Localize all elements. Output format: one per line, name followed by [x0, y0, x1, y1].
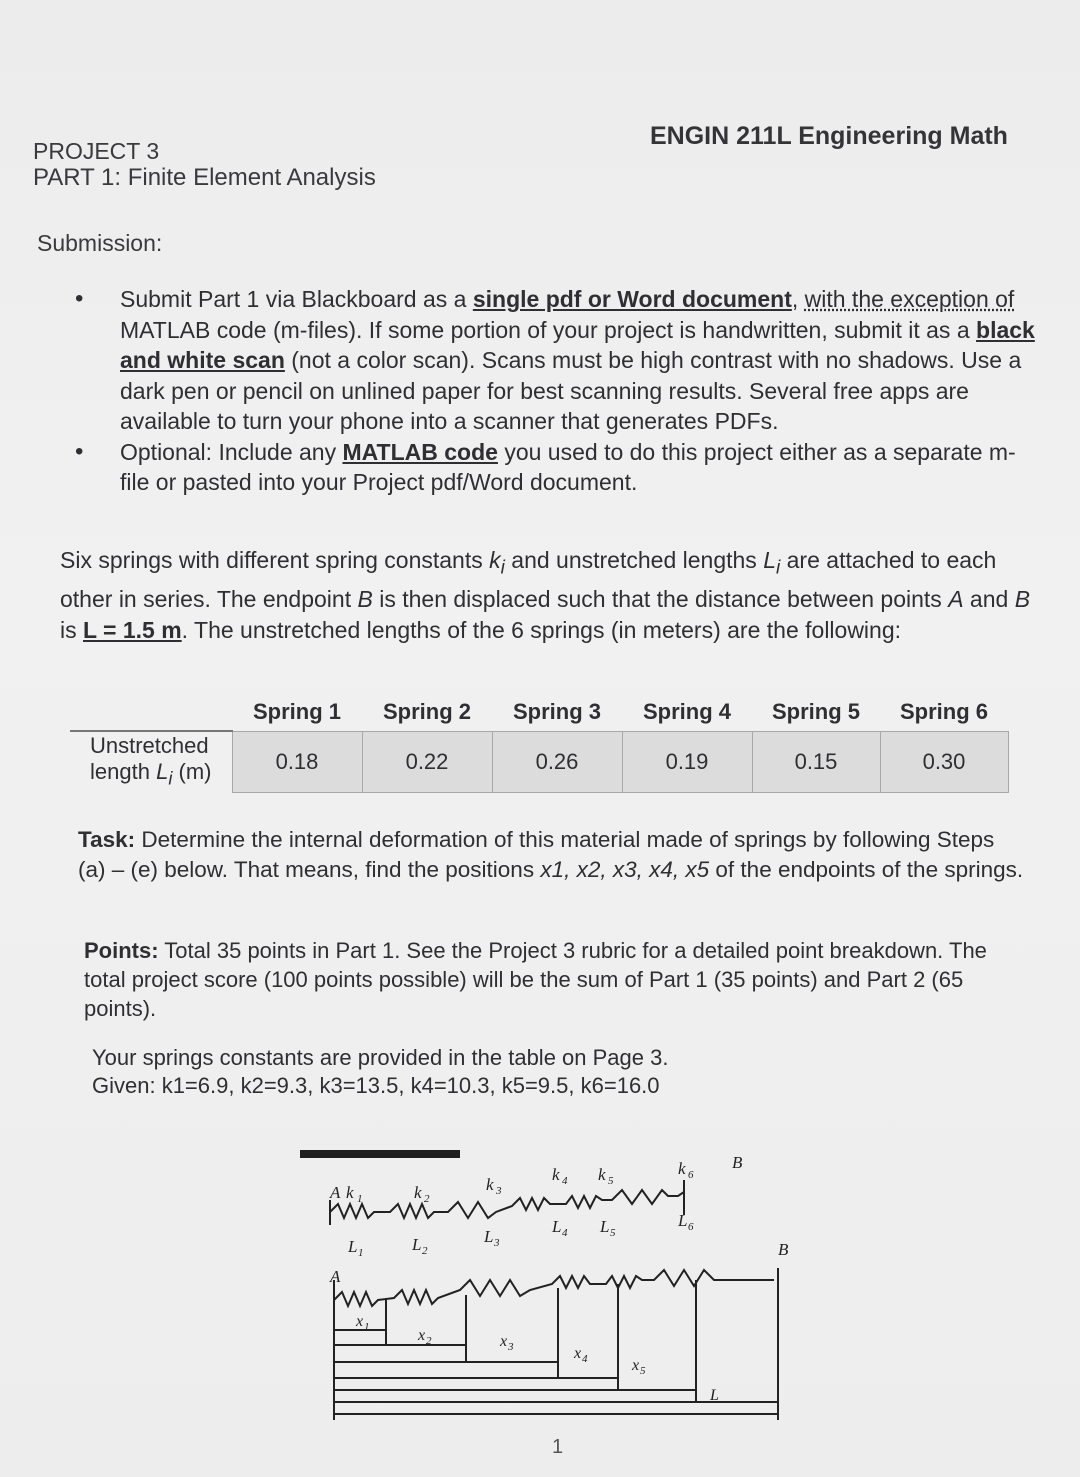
emphasis: single pdf or Word document [472, 286, 792, 312]
text: Determine the internal deformation of this material made of springs by following Steps (a) – (e) below. That means, find the positions [78, 827, 995, 882]
spring-diagram [290, 1140, 830, 1430]
table-header: Spring 1 [252, 698, 341, 724]
sub-1: 1 [364, 1321, 370, 1333]
var: L [763, 547, 776, 573]
bullet-item-1 [75, 284, 1035, 437]
sub-5: 5 [608, 1175, 614, 1187]
intro-paragraph [60, 545, 1035, 645]
table-header: Spring 3 [512, 698, 601, 724]
label-x2: x [418, 1327, 426, 1344]
points-label: Points: [84, 938, 159, 963]
sub-2: 2 [422, 1245, 428, 1257]
var: L [156, 759, 169, 784]
text: length [90, 759, 157, 784]
text: of the endpoints of the springs. [709, 857, 1024, 882]
label-k2: k [414, 1183, 422, 1202]
top-spring-chain [330, 1180, 684, 1225]
sub-5: 5 [640, 1365, 646, 1377]
table-header: Spring 2 [382, 698, 471, 724]
label-L-total: L [710, 1387, 719, 1404]
table-cell: 0.18 [232, 731, 362, 792]
page-number: 1 [552, 1436, 564, 1458]
label-k1: k [346, 1183, 354, 1202]
var: k [489, 547, 501, 573]
sub-1: 1 [357, 1193, 363, 1205]
table-row [70, 731, 1008, 792]
sub-6: 6 [688, 1221, 694, 1233]
text: Optional: Include any [120, 438, 343, 465]
text: is then displaced such that the distance between points [372, 586, 949, 613]
table-header: Spring 4 [642, 698, 731, 724]
text: (not a color scan). Scans must be high contrast with no shadows. Use a dark pen or pencil on unlined paper for best scanning results. Several free apps are available to turn your phone into a scanner that generates PDFs. [120, 347, 1022, 434]
table-cell: 0.26 [492, 731, 622, 792]
table-cell: 0.15 [752, 731, 880, 792]
dark-bar [300, 1150, 460, 1158]
var: B [1014, 586, 1031, 613]
text: (m) [172, 759, 212, 784]
text: Total 35 points in Part 1. See the Project 3 rubric for a detailed point breakdown. The total project score (100 points possible) will be the sum of Part 1 (35 points) and Part 2 (65 points). [84, 938, 987, 1021]
label-L2: L [412, 1235, 422, 1254]
label-k6: k [678, 1159, 686, 1178]
text: Submit Part 1 via Blackboard as a [120, 286, 473, 312]
table-header: Spring 6 [899, 698, 988, 724]
course-title: ENGIN 211L Engineering Math [650, 122, 1008, 150]
label-B-top: B [732, 1153, 743, 1172]
text: , [791, 286, 805, 312]
given-line-1: Your springs constants are provided in the table on Page 3. [92, 1045, 669, 1070]
label-k5: k [598, 1165, 606, 1184]
label-A-bottom: A [330, 1267, 341, 1286]
text: are attached to each other in series. The endpoint [60, 547, 997, 613]
given-paragraph [92, 1044, 992, 1100]
text: Six springs with different spring constants [60, 547, 490, 573]
text: and [963, 586, 1015, 613]
bullet-dot: • [75, 285, 84, 312]
table-header: Spring 5 [771, 698, 860, 724]
sub-4: 4 [562, 1175, 568, 1187]
label-x3: x [500, 1333, 508, 1350]
var-sub: i [775, 557, 781, 579]
given-line-2: Given: k1=6.9, k2=9.3, k3=13.5, k4=10.3, k5=9.5, k6=16.0 [92, 1073, 660, 1098]
var: B [357, 586, 373, 613]
emphasis: MATLAB code [342, 438, 498, 465]
text: MATLAB code (m-files). If some portion of your project is handwritten, submit it as a [120, 316, 977, 343]
label-x5: x [632, 1357, 640, 1374]
label-x4: x [574, 1345, 582, 1362]
row-label-line1: Unstretched [90, 733, 209, 758]
dotted-text: with the exception of [804, 286, 1015, 312]
label-k3: k [486, 1175, 494, 1194]
spring-lengths-table [70, 690, 1009, 793]
text: you used to do this project either as a separate m-file or pasted into your Project pdf/Word document. [120, 438, 1016, 495]
label-L1: L [348, 1237, 358, 1256]
label-L3: L [484, 1227, 494, 1246]
label-B-bottom: B [778, 1240, 789, 1259]
project-title: PROJECT 3 [33, 138, 160, 164]
length-value: L = 1.5 m [83, 616, 182, 643]
var-sub: i [168, 767, 173, 789]
table-header-row [70, 690, 1008, 731]
label-x1: x [356, 1313, 364, 1330]
points-paragraph [84, 936, 1034, 1023]
label-A-top: A [330, 1183, 341, 1202]
task-label: Task: [78, 827, 136, 852]
sub-4: 4 [582, 1353, 588, 1365]
var-sub: i [500, 557, 505, 579]
row-label [70, 731, 232, 792]
sub-2: 2 [426, 1335, 432, 1347]
task-paragraph [78, 825, 1028, 885]
submission-bullets [75, 284, 1035, 498]
label-L5: L [600, 1217, 610, 1236]
bullet-item-2 [75, 437, 1035, 498]
bullet-dot: • [75, 437, 84, 465]
label-L4: L [552, 1217, 562, 1236]
text: . The unstretched lengths of the 6 springs (in meters) are the following: [181, 616, 902, 643]
sub-3: 3 [496, 1185, 502, 1197]
sub-2: 2 [424, 1193, 430, 1205]
emphasis: black and white scan [120, 316, 1035, 373]
table-cell: 0.22 [362, 731, 492, 792]
sub-3: 3 [494, 1237, 500, 1249]
sub-6: 6 [688, 1169, 694, 1181]
sub-1: 1 [358, 1247, 364, 1259]
part-title: PART 1: Finite Element Analysis [33, 164, 376, 191]
var: A [948, 586, 964, 613]
text: and unstretched lengths [504, 547, 764, 573]
submission-heading: Submission: [37, 230, 163, 256]
table-cell: 0.30 [880, 731, 1008, 792]
sub-5: 5 [610, 1227, 616, 1239]
label-L6: L [678, 1211, 688, 1230]
sub-4: 4 [562, 1227, 568, 1239]
label-k4: k [552, 1165, 560, 1184]
text: is [60, 616, 83, 643]
sub-3: 3 [508, 1341, 514, 1353]
positions: x1, x2, x3, x4, x5 [540, 857, 710, 882]
table-cell: 0.19 [622, 731, 752, 792]
